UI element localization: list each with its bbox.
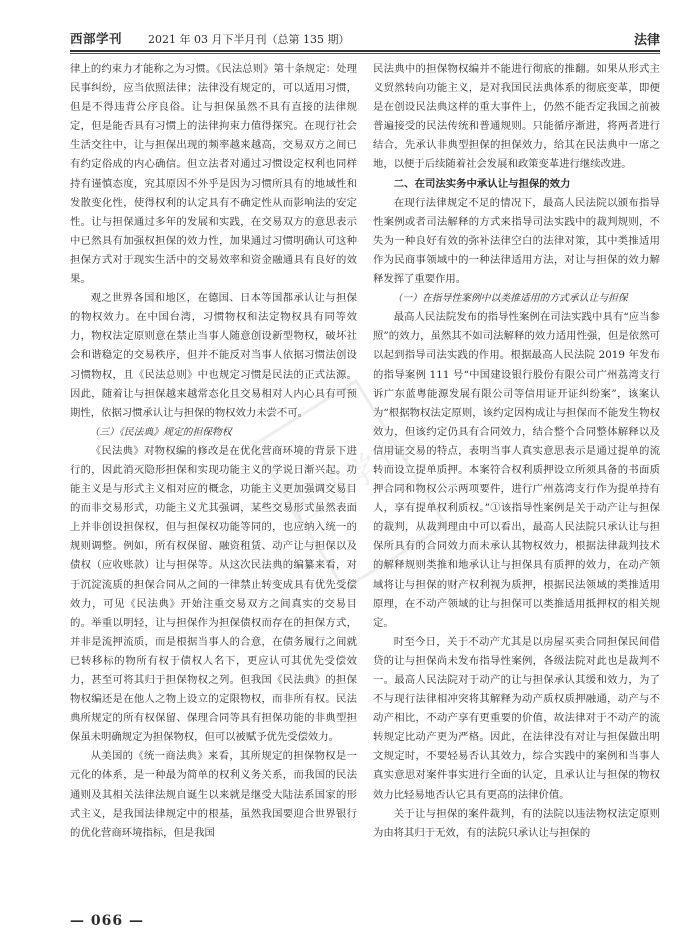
paragraph: 从美国的《统一商法典》来看，其所规定的担保物权是一元化的体系，是一种最为简单的权利义务关系，而我国的民法通则及其相关法律法规自诞生以来就是继受大陆法系国家的形式主义，是我国法律规定中的根基，虽然我国要迎合世界银行的优化营商环境指标，但是我国	[70, 750, 357, 839]
watermark-text: 西部学刊	[279, 428, 417, 535]
subsection-heading: （三）《民法典》规定的担保物权	[89, 426, 232, 438]
header-rule-thin	[70, 53, 660, 54]
paragraph: 观之世界各国和地区，在德国、日本等国都承认让与担保的物权效力。在中国台湾，习惯物权和法定物权具有同等效力，物权法定原则意在禁止当事人随意创设新型物权，破坏社会和谐稳定的交易秩序，但并不能反对当事人依据习惯法创设习惯物权，且《民法总则》中也规定习惯是民法的正式法源。因此，随着让与担保越来越常态化且交易相对人内心具有可预期性，依据习惯承认让与担保的物权效力未尝不可。	[70, 292, 357, 419]
paragraph: 时至今日，关于不动产尤其是以房屋买卖合同担保民间借贷的让与担保尚未发布指导性案例，各级法院对此也是裁判不一。最高人民法院对于动产的让与担保承认其缓和效力，为了不与现行法律相冲突将其解释为动产质权质押融通，动产与不动产相比，不动产享有更重要的价值，故法律对于不动产的流转规定比动产更为严格。因此，在法律没有对让与担保做出明文规定时，不要轻易否认其效力，综合实践中的案例和当事人真实意思对案件事实进行全面的认定，且承认让与担保的物权效力比轻易地否认它具有更高的法律价值。	[373, 635, 660, 801]
header-rule	[70, 50, 660, 52]
subsection-heading: （一）在指导性案例中以类推适用的方式承认让与担保	[392, 293, 628, 305]
page-number: — 066 —	[70, 913, 144, 929]
section-heading: 二、在司法实务中承认让与担保的效力	[393, 177, 571, 190]
right-column	[373, 60, 660, 920]
paragraph: 民法典中的担保物权编并不能进行彻底的推翻。如果从形式主义贸然转向功能主义，是对我国民法典体系的彻底变革，即便是在创设民法典这样的重大事件上，仍然不能否定我国之前被普遍接受的民法传统和普通规则。只能循序渐进，将两者进行结合，先承认非典型担保的担保效力，给其在民法典中一席之地，以便于后续随着社会发展和政策变革进行继续改进。	[373, 63, 660, 171]
paragraph: 《民法典》对物权编的修改是在优化营商环境的背景下进行的，因此消灭隐形担保和实现功能主义的学说日渐兴起。功能主义是与形式主义相对应的概念，功能主义更加强调交易目的而非交易形式，功能主义尤其强调，某些交易形式虽然表面上并非创设担保权，但与担保权功能等同的，也应纳入统一的规则调整。例如，所有权保留、融资租赁、动产让与担保以及债权（应收账款）让与担保等。从这次民法典的编纂来看，对于沉淀流质的担保合同从之间的一律禁止转变成具有优先受偿效力，可见《民法典》开始注重交易双方之间真实的交易目的。举重以明轻，让与担保作为担保债权而存在的担保方式，并非是流押流质，而是根据当事人的合意，在债务履行之间就已转移标的物所有权于债权人名下，更应认可其优先受偿效力，甚至可将其归于担保物权之列。但我国《民法典》的担保物权编还是在他人之物上设立的定限物权，而非所有权。民法典所规定的所有权保留、保理合同等具有担保功能的非典型担保虽未明确规定为担保物权，但可以被赋予优先受偿效力。	[70, 444, 357, 744]
paragraph: 律上的约束力才能称之为习惯。《民法总则》第十条规定：处理民事纠纷，应当依照法律；法律没有规定的，可以适用习惯，但是不得违背公序良俗。让与担保虽然不具有直接的法律规定，但是能否具有习惯上的法律拘束力值得探究。在现行社会生活交往中，让与担保出现的频率越来越高，交易双方之间已有约定俗成的内心确信。但立法者对通过习惯设定权利也同样持有谨慎态度，究其原因不外乎是因为习惯所具有的地域性和发散变化性，使得权利的认定具有不确定性从而影响法的安定性。让与担保通过多年的发展和实践，在交易双方的意思表示中已然具有加强权担保的效力性，加果通过习惯明确认可这种担保方式对于现实生活中的交易效率和资金融通具有良好的效果。	[70, 63, 357, 286]
issue-info: 2021 年 03 月下半月刊（总第 135 期）	[148, 33, 350, 46]
left-column	[70, 60, 357, 920]
journal-name: 西部学刊	[70, 31, 123, 46]
section-title: 法律	[633, 33, 660, 48]
paragraph: 在现行法律规定不足的情况下，最高人民法院以颁布指导性案例或者司法解释的方式来指导司法实践中的裁判规则，不失为一种良好有效的弥补法律空白的法律对策，其中类推适用作为民商事领域中的一种法律适用方法，对让与担保的效力解释发挥了重要作用。	[373, 196, 660, 286]
page-header	[70, 28, 660, 50]
paragraph: 最高人民法院发布的指导性案例在司法实践中具有“应当参照”的效力，虽然其不如司法解释的效力适用性强，但是依然可以起到指导司法实践的作用。根据最高人民法院 2019 年发布的指导案例 111 号“中国建设银行股份有限公司广州荔湾支行诉广东蓝粤能源发展有限公司等信用证开证纠纷案”，该案认为“根据物权法定原则，该约定因构成让与担保而不能发生物权效力，但该约定仍具有合同效力，结合整个合同整体解释以及信用证交易的特点，表明当事人真实意思表示是通过提单的流转而设立提单质押。本案符合权利质押设立所须具备的书面质押合同和物权公示两项要件，进行广州荔湾支行作为提单持有人，享有提单权利质权。”①该指导性案例是关于动产让与担保的裁判，从裁判理由中可以看出，最高人民法院只承认让与担保所具有的合同效力而未承认其物权效力，根据法律裁判技术的解释规则类推和地承认让与担保具有质押的效力，在动产领域将让与担保的财产权利视为质押，根据民法领域的类推适用原理，在不动产领域的让与担保可以类推适用抵押权的相关规定。	[373, 311, 660, 629]
paragraph: 关于让与担保的案件裁判，有的法院以违法物权法定原则为由将其归于无效，有的法院只承认让与担保的	[373, 807, 660, 839]
